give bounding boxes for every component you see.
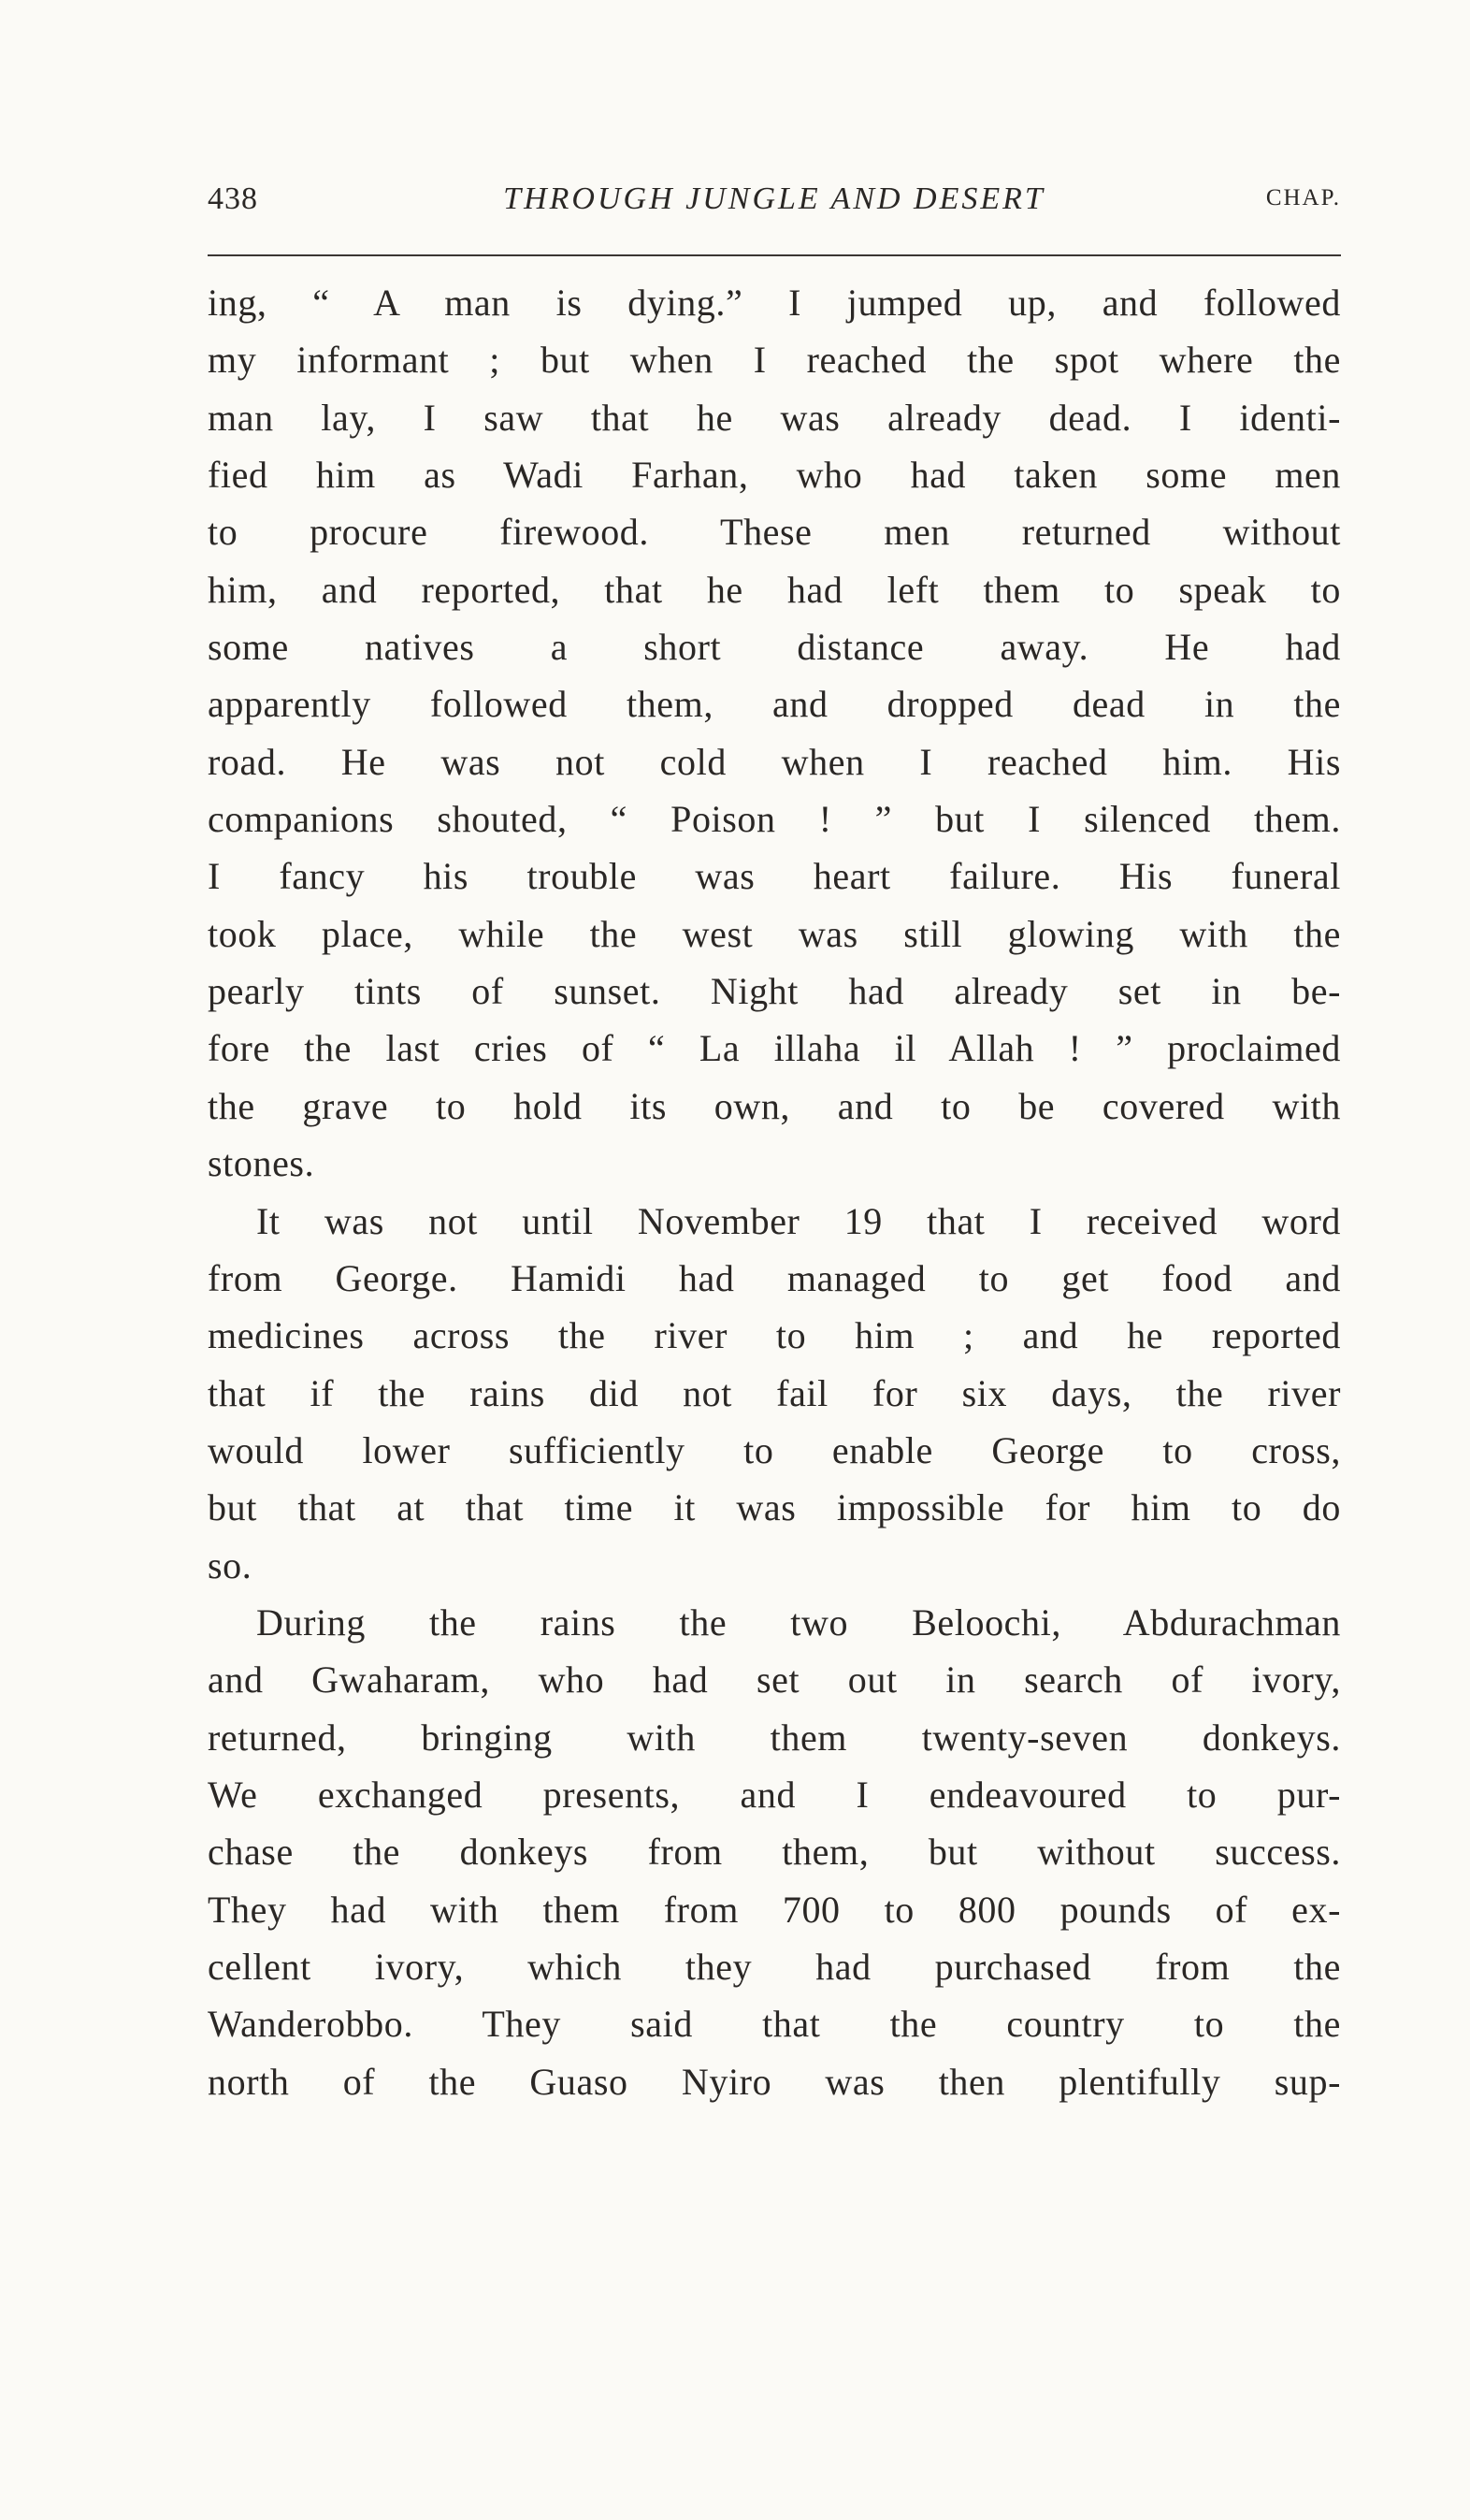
text-line: fore the last cries of “ La illaha il Allah ! ” proclaimed xyxy=(208,1027,1341,1070)
text-line: some natives a short distance away. He had xyxy=(208,626,1341,669)
text-line: road. He was not cold when I reached him. His xyxy=(208,740,1341,783)
text-line: the grave to hold its own, and to be covered with xyxy=(208,1084,1341,1127)
text-line: but that at that time it was impossible for him to do xyxy=(208,1486,1341,1529)
text-line: medicines across the river to him ; and he reported xyxy=(208,1314,1341,1357)
text-line: stones. xyxy=(208,1142,315,1185)
text-line: They had with them from 700 to 800 pounds of ex- xyxy=(208,1888,1341,1931)
page-header xyxy=(208,181,1341,238)
paragraph xyxy=(208,1594,1341,2110)
text-line: fied him as Wadi Farhan, who had taken some men xyxy=(208,454,1341,497)
text-line: It was not until November 19 that I received word xyxy=(256,1199,1341,1242)
running-title: THROUGH JUNGLE AND DESERT xyxy=(503,181,1045,216)
text-line: chase the donkeys from them, but without success. xyxy=(208,1831,1341,1874)
text-line: my informant ; but when I reached the spot where the xyxy=(208,339,1341,382)
text-line: to procure firewood. These men returned without xyxy=(208,511,1341,554)
text-line: would lower sufficiently to enable George to cross, xyxy=(208,1428,1341,1471)
paragraph xyxy=(208,1193,1341,1594)
text-line: ing, “ A man is dying.” I jumped up, and followed xyxy=(208,282,1341,324)
paragraph xyxy=(208,274,1341,1193)
text-line: so. xyxy=(208,1543,252,1586)
text-line: returned, bringing with them twenty-seven donkeys. xyxy=(208,1716,1341,1759)
text-line: that if the rains did not fail for six days, the river xyxy=(208,1371,1341,1414)
text-line: and Gwaharam, who had set out in search of ivory, xyxy=(208,1658,1341,1702)
chapter-label: CHAP. xyxy=(1265,185,1341,210)
text-line: north of the Guaso Nyiro was then plentifully sup- xyxy=(208,2060,1341,2103)
text-line: took place, while the west was still glowing with the xyxy=(208,912,1341,955)
text-line: from George. Hamidi had managed to get food and xyxy=(208,1256,1341,1299)
page-number: 438 xyxy=(208,181,258,216)
text-line: cellent ivory, which they had purchased from the xyxy=(208,1945,1341,1988)
text-line: him, and reported, that he had left them to speak to xyxy=(208,568,1341,611)
text-line: man lay, I saw that he was already dead. I identi- xyxy=(208,396,1341,439)
body-text xyxy=(208,274,1341,2110)
text-line: We exchanged presents, and I endeavoured to pur- xyxy=(208,1773,1341,1816)
header-rule xyxy=(208,254,1341,256)
text-line: pearly tints of sunset. Night had already set in be- xyxy=(208,970,1341,1013)
text-line: apparently followed them, and dropped dead in the xyxy=(208,683,1341,726)
text-line: During the rains the two Beloochi, Abdurachman xyxy=(256,1600,1341,1644)
text-line: I fancy his trouble was heart failure. His funeral xyxy=(208,855,1341,898)
text-line: Wanderobbo. They said that the country to the xyxy=(208,2003,1341,2046)
text-line: companions shouted, “ Poison ! ” but I silenced them. xyxy=(208,798,1341,841)
